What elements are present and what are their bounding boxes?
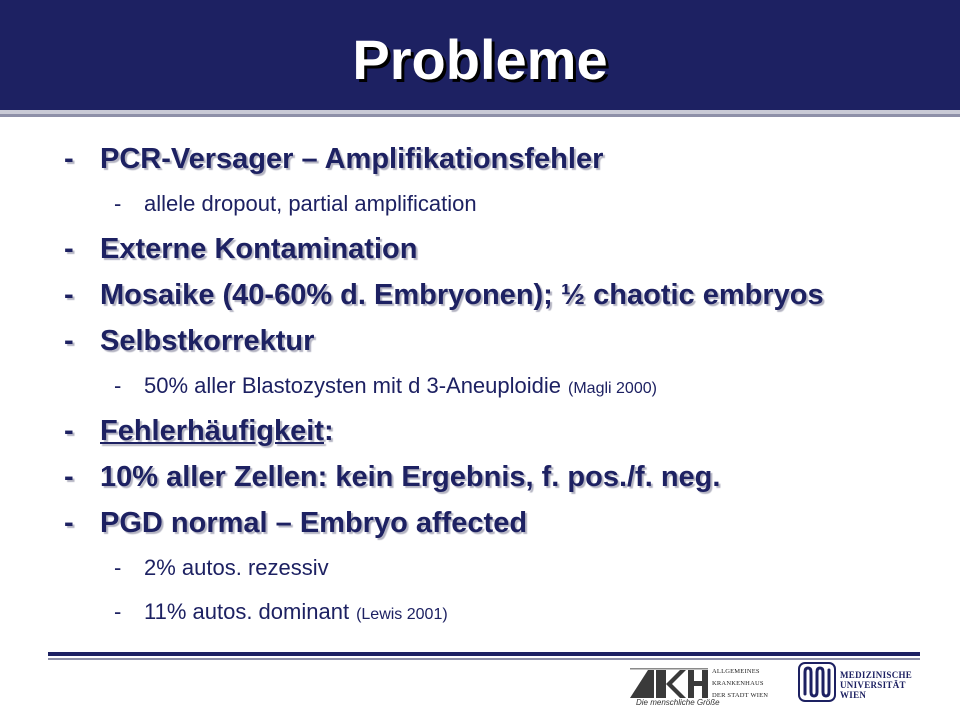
meduni-wordmark — [840, 670, 912, 700]
bullet-marker: - — [64, 461, 74, 493]
akh-line-1: ALLGEMEINES — [712, 668, 760, 675]
bullet-text: Externe Kontamination — [100, 233, 418, 265]
bullet-item-zellen — [64, 454, 944, 500]
akh-line-2: KRANKENHAUS — [712, 680, 764, 687]
bullet-text: 50% aller Blastozysten mit d 3-Aneuploidie — [144, 373, 562, 398]
bullet-item-pcr-versager — [64, 136, 944, 182]
akh-line-3: DER STADT WIEN — [712, 692, 769, 699]
meduni-line-3: WIEN — [840, 690, 867, 700]
bullet-marker: - — [114, 555, 122, 580]
bullet-marker: - — [64, 507, 74, 539]
bullet-item-fehlerhaeufigkeit — [64, 408, 944, 454]
citation: (Magli 2000) — [568, 380, 657, 397]
akh-wordmark — [712, 666, 768, 702]
citation: (Lewis 2001) — [356, 606, 448, 623]
bullet-suffix: : — [324, 415, 334, 447]
footer-divider — [48, 652, 920, 656]
bullet-marker: - — [64, 415, 74, 447]
bullet-text: Fehlerhäufigkeit — [100, 415, 324, 447]
sub-bullet-dominant — [64, 590, 944, 634]
title-bar — [0, 0, 960, 110]
bullet-text: Selbstkorrektur — [100, 325, 315, 357]
meduni-line-2: UNIVERSITÄT — [840, 680, 906, 690]
sub-bullet-allele-dropout — [64, 182, 944, 226]
bullet-marker: - — [64, 143, 74, 175]
bullet-list — [64, 136, 944, 634]
bullet-marker: - — [114, 191, 122, 216]
footer-divider-shadow — [48, 658, 920, 660]
bullet-text: PGD normal – Embryo affected — [100, 507, 528, 539]
akh-logo — [630, 664, 780, 714]
meduni-logo — [798, 662, 928, 712]
bullet-text: 2% autos. rezessiv — [144, 555, 329, 580]
bullet-item-pgd-normal — [64, 500, 944, 546]
bullet-text: 11% autos. dominant — [144, 599, 350, 624]
bullet-marker: - — [64, 233, 74, 265]
bullet-text: PCR-Versager – Amplifikationsfehler — [100, 143, 604, 175]
akh-logo-icon — [630, 668, 708, 698]
bullet-text: 10% aller Zellen: kein Ergebnis, f. pos./f. neg. — [100, 461, 721, 493]
slide-title: Probleme — [352, 28, 608, 91]
bullet-marker: - — [64, 325, 74, 357]
bullet-text: Mosaike (40-60% d. Embryonen); ½ chaotic embryos — [100, 279, 824, 311]
bullet-item-kontamination — [64, 226, 944, 272]
akh-slogan: Die menschliche Größe — [636, 698, 720, 707]
sub-bullet-rezessiv — [64, 546, 944, 590]
meduni-line-1: MEDIZINISCHE — [840, 670, 913, 680]
bullet-marker: - — [114, 599, 122, 624]
meduni-logo-icon — [798, 662, 836, 702]
bullet-item-mosaike — [64, 272, 944, 318]
bullet-marker: - — [64, 279, 74, 311]
bullet-text: allele dropout, partial amplification — [144, 191, 477, 216]
bullet-item-selbstkorrektur — [64, 318, 944, 364]
sub-bullet-blastozysten — [64, 364, 944, 408]
bullet-marker: - — [114, 373, 122, 398]
